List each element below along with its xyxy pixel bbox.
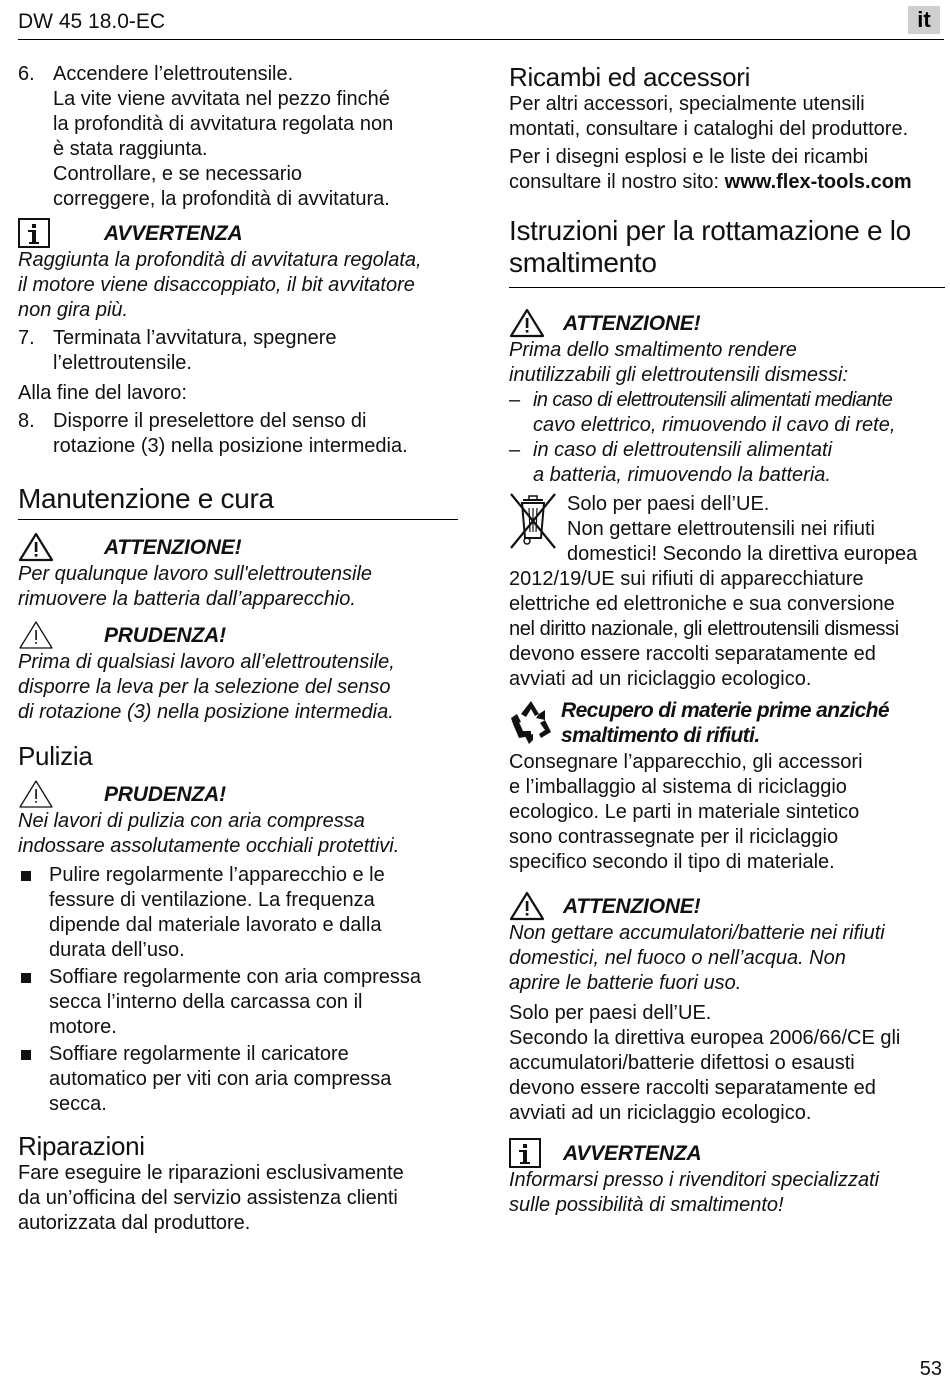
text-line: Recupero di materie prime anziché [561, 699, 889, 722]
text-line: automatico per viti con aria compressa [49, 1068, 392, 1090]
warning-triangle-icon [509, 308, 549, 338]
text-line: Nei lavori di pulizia con aria compressa [18, 810, 365, 832]
recycle-icon [509, 698, 553, 744]
text-line: montati, consultare i cataloghi del produttore. [509, 118, 909, 140]
notice-advisory-disposal [509, 1138, 945, 1168]
warning-text [509, 338, 945, 388]
text-line: la profondità di avvitatura regolata non [53, 113, 394, 135]
list-item-text [49, 965, 458, 1040]
eu-battery-text [509, 1001, 945, 1126]
text-line: Controllare, e se necessario [53, 163, 303, 185]
warning-label: ATTENZIONE! [563, 311, 701, 335]
text-line: fessure di ventilazione. La frequenza [49, 889, 375, 911]
end-of-work-label: Alla fine del lavoro: [18, 382, 187, 404]
text-line: devono essere raccolti separatamente ed [509, 1077, 876, 1099]
right-column [509, 62, 945, 1218]
warning-text [509, 921, 945, 996]
dash-marker: – [509, 439, 521, 461]
text-line: disporre la leva per la selezione del senso [18, 676, 391, 698]
text-line: sono contrassegnate per il riciclaggio [509, 826, 839, 848]
text-line: cavo elettrico, rimuovendo il cavo di rete, [533, 414, 896, 436]
text-line: Secondo la direttiva europea 2006/66/CE gli [509, 1027, 901, 1049]
recycling-notice [509, 698, 945, 748]
text-line: elettriche ed elettroniche e sua conversione [509, 593, 895, 615]
weee-text-continued [509, 567, 945, 692]
text-line: nel diritto nazionale, gli elettroutensili dismessi [509, 618, 899, 640]
dash-marker: – [509, 389, 521, 411]
text-line: indossare assolutamente occhiali protettivi. [18, 835, 400, 857]
text-line: Informarsi presso i rivenditori specializzati [509, 1169, 880, 1191]
text-line: domestici! Secondo la direttiva europea [567, 543, 918, 565]
text-line: inutilizzabili gli elettroutensili dismessi: [509, 364, 849, 386]
header-divider [18, 39, 944, 40]
notice-text [18, 248, 458, 323]
text-line: secca l’interno della carcassa con il [49, 991, 363, 1013]
caution-triangle-icon [18, 620, 58, 650]
text-line: durata dell’uso. [49, 939, 185, 961]
text-line: Fare eseguire le riparazioni esclusivamente [18, 1162, 404, 1184]
step-number: 8. [18, 410, 35, 432]
caution-label: PRUDENZA! [104, 782, 226, 806]
heading-line: Istruzioni per la rottamazione e lo [509, 215, 911, 246]
text-line: sulle possibilità di smaltimento! [509, 1194, 784, 1216]
caution-text [18, 650, 458, 725]
text-line: Per qualunque lavoro sull'elettroutensile [18, 563, 373, 585]
text-line: in caso di elettroutensili alimentati [533, 439, 833, 461]
notice-caution-cleaning [18, 779, 458, 809]
section-heading-disposal [509, 215, 945, 288]
section-heading-repairs: Riparazioni [18, 1131, 145, 1161]
text-line: Solo per paesi dell’UE. [567, 493, 770, 515]
text-line: Accendere l’elettroutensile. [53, 63, 294, 85]
text-line: Raggiunta la profondità di avvitatura regolata, [18, 249, 422, 271]
text-line: Per altri accessori, specialmente utensili [509, 93, 865, 115]
text-line [509, 170, 945, 195]
list-item-text [533, 388, 945, 438]
text-line: a batteria, rimuovendo la batteria. [533, 464, 831, 486]
text-line: e l’imballaggio al sistema di riciclaggio [509, 776, 847, 798]
crossed-bin-icon [509, 492, 557, 554]
step-text [53, 326, 458, 376]
language-badge: it [908, 6, 940, 34]
text-line: non gira più. [18, 299, 129, 321]
text-line: smaltimento di rifiuti. [561, 724, 760, 747]
text-line: motore. [49, 1016, 117, 1038]
notice-warning-batteries [509, 891, 945, 921]
left-column [18, 62, 458, 1236]
text-line: di rotazione (3) nella posizione intermedia. [18, 701, 394, 723]
text-line: accumulatori/batterie difettosi o esausti [509, 1052, 855, 1074]
text-line: 2012/19/UE sui rifiuti di apparecchiature [509, 568, 864, 590]
text-line: in caso di elettroutensili alimentati mediante [533, 389, 893, 411]
text-fragment: consultare il nostro sito: [509, 171, 725, 193]
weee-text [567, 492, 917, 567]
step-7 [18, 326, 458, 376]
text-line: Prima di qualsiasi lavoro all’elettroutensile, [18, 651, 395, 673]
text-line: è stata raggiunta. [53, 138, 208, 160]
text-line: Per i disegni esplosi e le liste dei ricambi [509, 146, 869, 168]
text-line: rimuovere la batteria dall’apparecchio. [18, 588, 356, 610]
list-item-text [49, 1042, 458, 1117]
recycling-text [561, 698, 889, 748]
text-line: avviati ad un riciclaggio ecologico. [509, 668, 812, 690]
step-text [53, 62, 458, 212]
section-heading-maintenance: Manutenzione e cura [18, 483, 458, 520]
warning-text [18, 562, 458, 612]
text-line: Non gettare elettroutensili nei rifiuti [567, 518, 875, 540]
notice-warning [18, 532, 458, 562]
website-link[interactable]: www.flex-tools.com [724, 171, 912, 193]
bullet-square-icon [21, 1050, 31, 1060]
section-heading-cleaning: Pulizia [18, 741, 93, 771]
bullet-square-icon [21, 871, 31, 881]
text-line: Pulire regolarmente l’apparecchio e le [49, 864, 385, 886]
step-6 [18, 62, 458, 212]
text-line: Soffiare regolarmente il caricatore [49, 1043, 349, 1065]
text-line: il motore viene disaccoppiato, il bit avvitatore [18, 274, 415, 296]
document-model-title: DW 45 18.0-EC [18, 10, 166, 33]
list-item [509, 438, 945, 488]
text-line: Consegnare l’apparecchio, gli accessori [509, 751, 863, 773]
info-icon [509, 1138, 549, 1168]
return-text [509, 750, 945, 875]
notice-advisory [18, 218, 458, 248]
text-line: avviati ad un riciclaggio ecologico. [509, 1102, 812, 1124]
list-item-text [49, 863, 458, 963]
text-line: secca. [49, 1093, 107, 1115]
heading-line: smaltimento [509, 247, 657, 278]
text-line: aprire le batterie fuori uso. [509, 972, 742, 994]
section-heading-spares: Ricambi ed accessori [509, 62, 751, 92]
text-line: Soffiare regolarmente con aria compressa [49, 966, 422, 988]
notice-warning [509, 308, 945, 338]
text-line: da un’officina del servizio assistenza clienti [18, 1187, 398, 1209]
step-text [53, 409, 458, 459]
spares-text [509, 92, 945, 195]
step-8 [18, 409, 458, 459]
text-line: devono essere raccolti separatamente ed [509, 643, 876, 665]
weee-block [509, 492, 945, 567]
warning-label: ATTENZIONE! [563, 894, 701, 918]
warning-triangle-icon [18, 532, 58, 562]
info-icon [18, 218, 58, 248]
list-item [18, 863, 458, 963]
text-line: ecologico. Le parti in materiale sintetico [509, 801, 860, 823]
list-item [509, 388, 945, 438]
text-line: specifico secondo il tipo di materiale. [509, 851, 835, 873]
text-line: Solo per paesi dell’UE. [509, 1002, 712, 1024]
warning-triangle-icon [509, 891, 549, 921]
notice-label: AVVERTENZA [104, 221, 243, 245]
text-line: Disporre il preselettore del senso di [53, 410, 367, 432]
caution-label: PRUDENZA! [104, 623, 226, 647]
notice-label: AVVERTENZA [563, 1141, 702, 1165]
warning-label: ATTENZIONE! [104, 535, 242, 559]
text-line: rotazione (3) nella posizione intermedia. [53, 435, 408, 457]
list-item [18, 965, 458, 1040]
caution-triangle-icon [18, 779, 58, 809]
text-line: correggere, la profondità di avvitatura. [53, 188, 390, 210]
text-line: La vite viene avvitata nel pezzo finché [53, 88, 390, 110]
repairs-text [18, 1161, 458, 1236]
step-number: 6. [18, 63, 35, 85]
notice-caution [18, 620, 458, 650]
text-line: Non gettare accumulatori/batterie nei rifiuti [509, 922, 885, 944]
bullet-square-icon [21, 973, 31, 983]
text-line: domestici, nel fuoco o nell’acqua. Non [509, 947, 846, 969]
page-number: 53 [919, 1358, 942, 1380]
text-line: l’elettroutensile. [53, 352, 192, 374]
text-line: Terminata l’avvitatura, spegnere [53, 327, 337, 349]
step-number: 7. [18, 327, 35, 349]
list-item-text [533, 438, 945, 488]
text-line: Prima dello smaltimento rendere [509, 339, 797, 361]
list-item [18, 1042, 458, 1117]
text-line: dipende dal materiale lavorato e dalla [49, 914, 382, 936]
text-line: autorizzata dal produttore. [18, 1212, 251, 1234]
caution-text [18, 809, 458, 859]
notice-text [509, 1168, 945, 1218]
